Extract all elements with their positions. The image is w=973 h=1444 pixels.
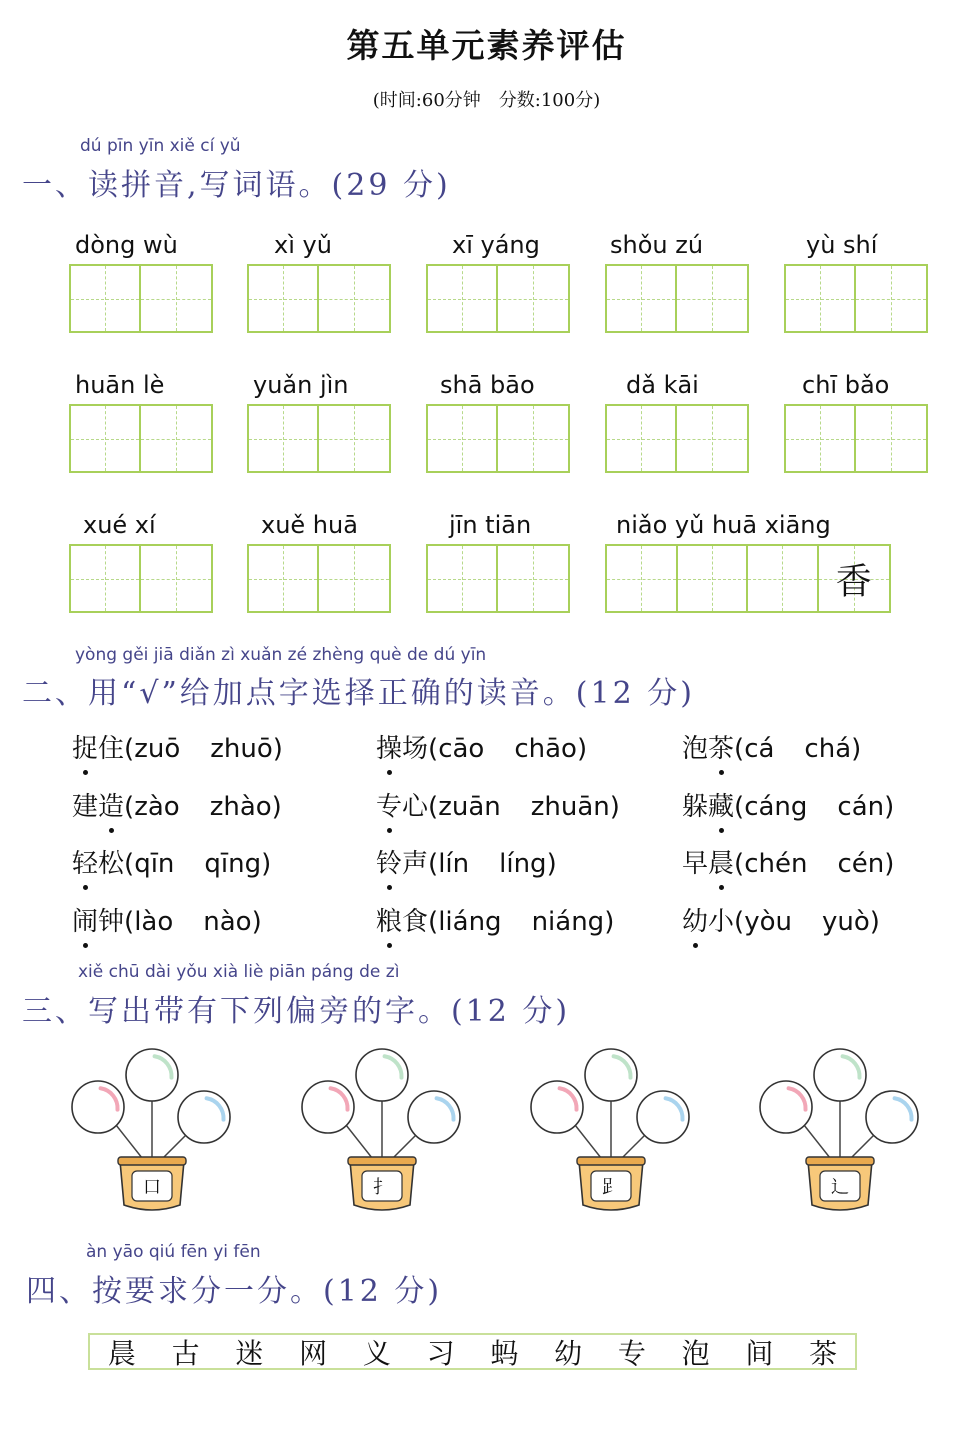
- writing-grid[interactable]: [784, 264, 928, 333]
- pinyin-label: shǒu zú: [610, 231, 704, 259]
- paren-close: ): [271, 792, 282, 822]
- pinyin-label: dòng wù: [75, 231, 178, 259]
- paren-close: ): [576, 734, 588, 764]
- pinyin-option-a[interactable]: chén: [744, 849, 808, 879]
- basket-rim: [577, 1157, 645, 1165]
- pinyin-option-b[interactable]: zhuān: [530, 792, 610, 822]
- sort-char: 迷: [235, 1336, 264, 1370]
- reading-choice-item: [72, 728, 283, 765]
- paren-close: ): [884, 849, 895, 879]
- paren-close: ): [546, 849, 557, 879]
- dotted-character: 造: [98, 786, 124, 823]
- section1-pinyin-hint: dú pīn yīn xiě cí yǔ: [80, 136, 241, 156]
- dotted-character: 幼: [682, 901, 708, 938]
- pinyin-label: yù shí: [806, 231, 878, 259]
- pinyin-option-a[interactable]: zuān: [438, 792, 501, 822]
- sort-char: 间: [745, 1336, 774, 1370]
- sort-char: 古: [171, 1336, 200, 1370]
- paren-close: ): [272, 734, 283, 764]
- dotted-character: 轻: [72, 843, 98, 880]
- paren-open: (: [734, 849, 745, 879]
- dotted-character: 专: [376, 786, 402, 823]
- pinyin-option-a[interactable]: qīn: [134, 849, 175, 879]
- dotted-character: 晨: [708, 843, 734, 880]
- pinyin-option-a[interactable]: lào: [134, 907, 174, 937]
- paren-close: ): [251, 907, 262, 937]
- word-character: 心: [402, 792, 429, 822]
- section4-heading: 四、按要求分一分。(12 分): [26, 1274, 443, 1309]
- pinyin-label: dǎ kāi: [626, 371, 699, 399]
- paren-close: ): [884, 792, 895, 822]
- reading-choice-item: [376, 786, 620, 823]
- radical-label: 辶: [831, 1177, 849, 1198]
- reading-choice-item: [682, 901, 880, 938]
- balloon-basket-icon[interactable]: [68, 1045, 238, 1215]
- word-character: 小: [708, 907, 735, 937]
- pinyin-option-b[interactable]: niáng: [531, 907, 605, 937]
- balloon-basket-icon[interactable]: [527, 1045, 697, 1215]
- sort-char: 幼: [554, 1336, 583, 1370]
- pinyin-option-a[interactable]: cáng: [744, 792, 808, 822]
- paren-open: (: [124, 792, 135, 822]
- writing-grid[interactable]: [69, 404, 213, 473]
- paren-open: (: [428, 792, 439, 822]
- paren-open: (: [428, 849, 439, 879]
- paren-open: (: [428, 907, 439, 937]
- pinyin-option-b[interactable]: cán: [837, 792, 885, 822]
- reading-choice-item: [682, 728, 861, 765]
- pinyin-label: huān lè: [75, 371, 165, 399]
- dotted-character: 铃: [376, 843, 402, 880]
- pinyin-label: niǎo yǔ huā xiāng: [616, 511, 831, 539]
- word-character: 钟: [98, 907, 125, 937]
- paren-close: ): [609, 792, 620, 822]
- reading-choice-item: [682, 843, 894, 880]
- sort-char: 晨: [107, 1336, 136, 1370]
- section3-pinyin-hint: xiě chū dài yǒu xià liè piān páng de zì: [78, 962, 400, 982]
- word-character: 声: [402, 849, 429, 879]
- writing-grid[interactable]: [247, 544, 391, 613]
- dotted-character: 茶: [708, 728, 734, 765]
- pinyin-label: xī yáng: [452, 231, 540, 259]
- section3-heading: 三、写出带有下列偏旁的字。(12 分): [22, 994, 571, 1029]
- section1-heading: 一、读拼音,写词语。(29 分): [22, 168, 451, 203]
- basket-rim: [348, 1157, 416, 1165]
- sort-char: 习: [426, 1336, 455, 1370]
- dotted-character: 操: [376, 728, 402, 765]
- dotted-character: 闹: [72, 901, 98, 938]
- paren-open: (: [734, 734, 745, 764]
- dotted-character: 藏: [708, 786, 734, 823]
- paren-open: (: [124, 849, 135, 879]
- writing-grid[interactable]: [247, 264, 391, 333]
- reading-choice-item: [72, 843, 271, 880]
- writing-grid[interactable]: [605, 264, 749, 333]
- pinyin-label: xuě huā: [261, 511, 358, 539]
- writing-grid[interactable]: [69, 264, 213, 333]
- paren-open: (: [428, 734, 439, 764]
- pinyin-option-b[interactable]: yuò: [821, 907, 870, 937]
- pinyin-option-a[interactable]: zào: [134, 792, 180, 822]
- word-character: 食: [402, 907, 429, 937]
- pinyin-option-b[interactable]: qīng: [204, 849, 262, 879]
- reading-choice-item: [376, 843, 557, 880]
- sort-char: 蚂: [490, 1336, 519, 1370]
- word-character: 松: [98, 849, 125, 879]
- prefilled-character: 香: [835, 561, 872, 602]
- paren-open: (: [124, 734, 135, 764]
- pinyin-option-a[interactable]: liáng: [438, 907, 502, 937]
- paren-close: ): [604, 907, 615, 937]
- word-character: 场: [402, 734, 429, 764]
- paren-close: ): [851, 734, 862, 764]
- pinyin-option-b[interactable]: líng: [499, 849, 547, 879]
- word-character: 建: [72, 792, 99, 822]
- sorting-character-box: [88, 1333, 857, 1370]
- word-character: 躲: [682, 792, 709, 822]
- pinyin-option-a[interactable]: lín: [438, 849, 470, 879]
- pinyin-option-b[interactable]: zhào: [209, 792, 272, 822]
- radical-label: 扌: [373, 1177, 391, 1198]
- page-subtitle: (时间:60分钟 分数:100分): [372, 90, 601, 111]
- radical-label: 𧾷: [602, 1177, 620, 1198]
- writing-grid[interactable]: [426, 264, 570, 333]
- balloon-basket-icon[interactable]: [298, 1045, 468, 1215]
- paren-open: (: [124, 907, 135, 937]
- pinyin-option-a[interactable]: yòu: [744, 907, 792, 937]
- dotted-character: 粮: [376, 901, 402, 938]
- pinyin-label: shā bāo: [440, 371, 535, 399]
- basket-rim: [118, 1157, 186, 1165]
- paren-open: (: [734, 792, 745, 822]
- pinyin-option-b[interactable]: zhuō: [210, 734, 273, 764]
- paren-close: ): [261, 849, 272, 879]
- writing-grid[interactable]: [426, 404, 570, 473]
- word-character: 住: [98, 734, 125, 764]
- dotted-character: 捉: [72, 728, 98, 765]
- sort-char: 网: [299, 1336, 328, 1370]
- basket-rim: [806, 1157, 874, 1165]
- page-title: 第五单元素养评估: [346, 26, 627, 65]
- pinyin-option-b[interactable]: chāo: [514, 734, 577, 764]
- pinyin-label: yuǎn jìn: [253, 371, 349, 399]
- word-character: 泡: [682, 734, 709, 764]
- pinyin-option-a[interactable]: cá: [744, 734, 775, 764]
- section4-pinyin-hint: àn yāo qiú fēn yi fēn: [86, 1242, 261, 1262]
- section2-heading: 二、用“√”给加点字选择正确的读音。(12 分): [22, 676, 695, 711]
- writing-grid[interactable]: [247, 404, 391, 473]
- reading-choice-item: [376, 901, 614, 938]
- paren-open: (: [734, 907, 745, 937]
- writing-grid[interactable]: [69, 544, 213, 613]
- pinyin-label: xué xí: [83, 511, 156, 539]
- balloon-basket-icon[interactable]: [756, 1045, 926, 1215]
- reading-choice-item: [682, 786, 894, 823]
- writing-grid[interactable]: [426, 544, 570, 613]
- sort-char: 茶: [809, 1336, 838, 1370]
- pinyin-label: xì yǔ: [274, 231, 332, 259]
- sort-char: 专: [617, 1336, 646, 1370]
- reading-choice-item: [72, 901, 262, 938]
- reading-choice-item: [376, 728, 587, 765]
- paren-close: ): [869, 907, 880, 937]
- pinyin-label: chī bǎo: [802, 371, 890, 399]
- writing-grid[interactable]: [605, 544, 891, 613]
- sort-char: 泡: [681, 1336, 710, 1370]
- pinyin-option-a[interactable]: zuō: [134, 734, 181, 764]
- radical-label: 口: [143, 1177, 161, 1198]
- pinyin-label: jīn tiān: [449, 511, 532, 539]
- pinyin-option-b[interactable]: chá: [804, 734, 852, 764]
- section2-pinyin-hint: yòng gěi jiā diǎn zì xuǎn zé zhèng què de dú yīn: [75, 645, 487, 665]
- sort-char: 义: [362, 1336, 391, 1370]
- pinyin-option-b[interactable]: nào: [203, 907, 252, 937]
- writing-grid[interactable]: [784, 404, 928, 473]
- pinyin-option-b[interactable]: cén: [837, 849, 885, 879]
- pinyin-option-a[interactable]: cāo: [438, 734, 485, 764]
- writing-grid[interactable]: [605, 404, 749, 473]
- reading-choice-item: [72, 786, 282, 823]
- word-character: 早: [682, 849, 709, 879]
